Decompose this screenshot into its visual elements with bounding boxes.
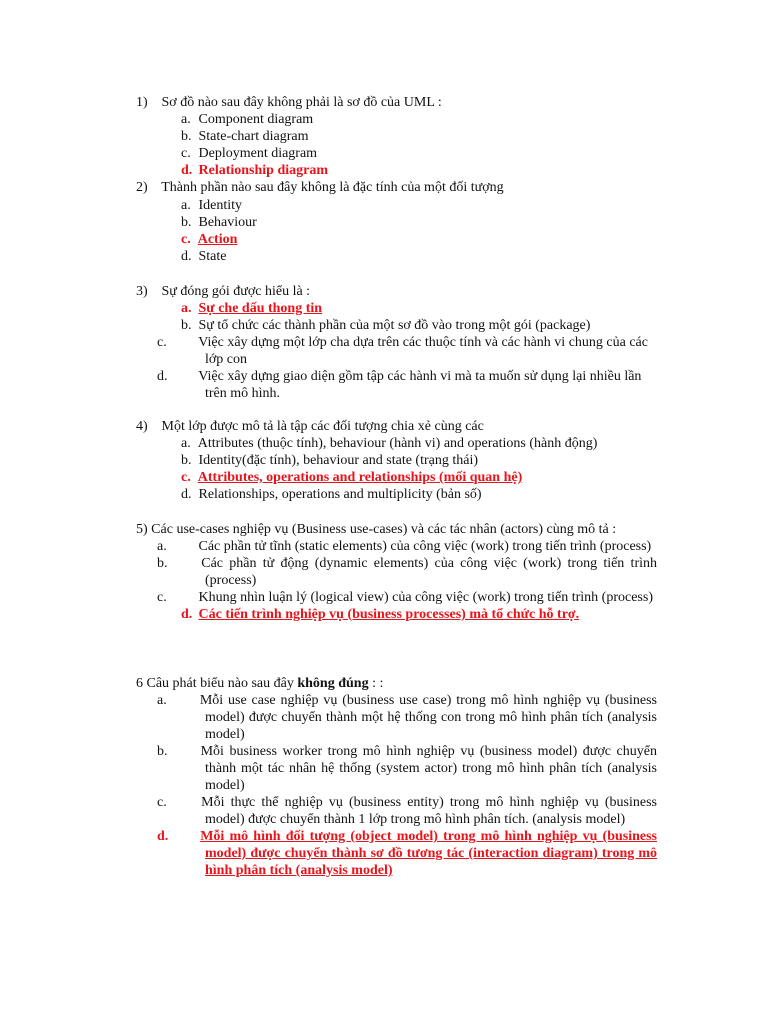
option-a-correct-answer: a. Sự che dấu thong tin: [181, 301, 323, 316]
question-text: Một lớp được mô tả là tập các đối tượng chia xẻ cùng các: [161, 419, 484, 434]
question-number: 5): [136, 522, 148, 537]
option-c: c. Việc xây dựng một lớp cha dựa trên các thuộc tính và các hành vi chung của các lớp con: [157, 335, 648, 367]
option-b: b. Sự tổ chức các thành phần của một sơ đồ vào trong một gói (package): [181, 318, 591, 333]
option-d-correct-answer: d. Các tiến trình nghiệp vụ (business processes) mà tổ chức hỗ trợ.: [181, 607, 580, 622]
question-text: Sơ đồ nào sau đây không phải là sơ đồ của UML :: [161, 95, 442, 110]
option-b: b. Mỗi business worker trong mô hình nghiệp vụ (business model) được chuyển thành một tác nhân hệ thống (system actor) trong mô hình phân tích (analysis model): [157, 744, 657, 793]
option-c-correct-answer: c. Attributes, operations and relationships (mối quan hệ): [181, 470, 523, 485]
option-d: d. State: [181, 249, 227, 264]
option-d: d. Việc xây dựng giao diện gồm tập các hành vi mà ta muốn sử dụng lại nhiều lần trên mô hình.: [157, 369, 642, 401]
option-c: c. Khung nhìn luận lý (logical view) của công việc (work) trong tiến trình (process): [157, 590, 653, 605]
option-a: a. Attributes (thuộc tính), behaviour (hành vi) and operations (hành động): [181, 436, 598, 451]
question-3: [136, 283, 676, 300]
option-b: b. Behaviour: [181, 215, 257, 230]
option-c: c. Mỗi thực thể nghiệp vụ (business entity) trong mô hình nghiệp vụ (business model) được chuyển thành 1 lớp trong mô hình phân tích. (analysis model): [157, 795, 658, 827]
question-3-options: [157, 300, 657, 402]
question-number: 4): [136, 419, 148, 434]
question-text-end: : :: [368, 676, 384, 691]
question-5: [136, 521, 676, 538]
option-b: b. Identity(đặc tính), behaviour and state (trạng thái): [181, 453, 479, 468]
question-5-options: [157, 538, 657, 623]
question-6-options: [157, 692, 658, 879]
option-c: c. Deployment diagram: [181, 146, 318, 161]
question-number: 3): [136, 284, 148, 299]
option-a: a. Component diagram: [181, 112, 314, 127]
question-text: Thành phần nào sau đây không là đặc tính của một đối tượng: [161, 180, 504, 195]
question-2: [136, 179, 676, 196]
option-a: a. Mỗi use case nghiệp vụ (business use case) trong mô hình nghiệp vụ (business model) được chuyển thành một hệ thống con trong mô hình phân tích (analysis model): [157, 693, 658, 742]
option-d: d. Relationships, operations and multiplicity (bản số): [181, 487, 482, 502]
question-text: Sự đóng gói được hiểu là :: [161, 284, 311, 299]
question-text: Câu phát biểu nào sau đây: [146, 676, 298, 691]
option-d-correct-answer: d. Relationship diagram: [181, 163, 329, 178]
option-b: b. State-chart diagram: [181, 129, 309, 144]
question-number: 6: [136, 676, 143, 691]
question-number: 1): [136, 95, 148, 110]
question-text-emphasis: không đúng: [297, 676, 369, 691]
option-b: b. Các phần tử động (dynamic elements) của công việc (work) trong tiến trình (process): [157, 556, 657, 588]
question-6: [136, 675, 676, 692]
option-a: a. Identity: [181, 198, 243, 213]
question-2-options: [181, 197, 657, 265]
question-text: Các use-cases nghiệp vụ (Business use-cases) và các tác nhân (actors) cùng mô tả :: [151, 522, 617, 537]
option-c-correct-answer: c. Action: [181, 232, 238, 247]
question-1: [136, 94, 676, 111]
option-d-correct-answer: d. Mỗi mô hình đối tượng (object model) trong mô hình nghiệp vụ (business model) được chuyển thành sơ đồ tương tác (interaction diagram) trong mô hình phân tích (analysis model): [157, 829, 658, 878]
question-number: 2): [136, 180, 148, 195]
question-4: [136, 418, 676, 435]
question-1-options: [181, 111, 657, 179]
question-4-options: [181, 435, 657, 503]
option-a: a. Các phần tử tĩnh (static elements) của công việc (work) trong tiến trình (process): [157, 539, 652, 554]
